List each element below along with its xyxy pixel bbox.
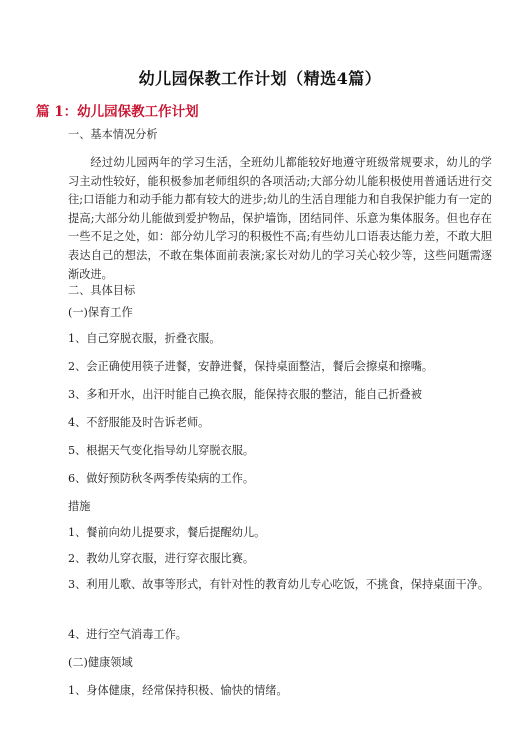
part1-heading: 一、基本情况分析 bbox=[68, 128, 158, 141]
list-item: 3、多和开水，出汗时能自己换衣服，能保持衣服的整洁，能自己折叠被 bbox=[68, 388, 422, 401]
measures-heading: 措施 bbox=[68, 500, 91, 513]
list-item: 5、根据天气变化指导幼儿穿脱衣服。 bbox=[68, 444, 255, 457]
list-item: 2、教幼儿穿衣服，进行穿衣服比赛。 bbox=[68, 552, 255, 565]
list-item: 4、进行空气消毒工作。 bbox=[68, 628, 187, 641]
part1-paragraph: 经过幼儿园两年的学习生活，全班幼儿都能较好地遵守班级常规要求，幼儿的学习主动性较好，能积极参加老师组织的各项活动;大部分幼儿能积极使用普通话进行交往;口语能力和动手能力都有较大的进步;幼儿的生活自理能力和自我保护能力有一定的提高;大部分幼儿能做到爱护物品，保护墙饰，团结同伴、乐意为集体服务。但也存在一些不足之处，如：部分幼儿学习的积极性不高;有些幼儿口语表达能力差，不敢大胆表达自己的想法，不敢在集体面前表演;家长对幼儿的学习关心较少等，这些问题需逐渐改进。 bbox=[68, 156, 492, 281]
list-item: 6、做好预防秋冬两季传染病的工作。 bbox=[68, 472, 255, 485]
health-heading: (二)健康领域 bbox=[68, 656, 133, 669]
list-item: 1、餐前向幼儿提要求，餐后提醒幼儿。 bbox=[68, 526, 266, 539]
list-item: 4、不舒服能及时告诉老师。 bbox=[68, 416, 210, 429]
section-heading: 篇 1：幼儿园保教工作计划 bbox=[36, 104, 199, 120]
list-item: 2、会正确使用筷子进餐，安静进餐，保持桌面整洁，餐后会擦桌和擦嘴。 bbox=[68, 360, 434, 373]
list-item: 3、利用儿歌、故事等形式，有针对性的教育幼儿专心吃饭，不挑食，保持桌面干净。 bbox=[68, 578, 490, 591]
document-title: 幼儿园保教工作计划（精选4篇） bbox=[138, 69, 382, 88]
list-item: 1、身体健康，经常保持积极、愉快的情绪。 bbox=[68, 684, 288, 697]
list-item: 1、自己穿脱衣服，折叠衣服。 bbox=[68, 332, 221, 345]
care-heading: (一)保育工作 bbox=[68, 306, 133, 319]
part2-heading: 二、具体目标 bbox=[68, 284, 136, 297]
